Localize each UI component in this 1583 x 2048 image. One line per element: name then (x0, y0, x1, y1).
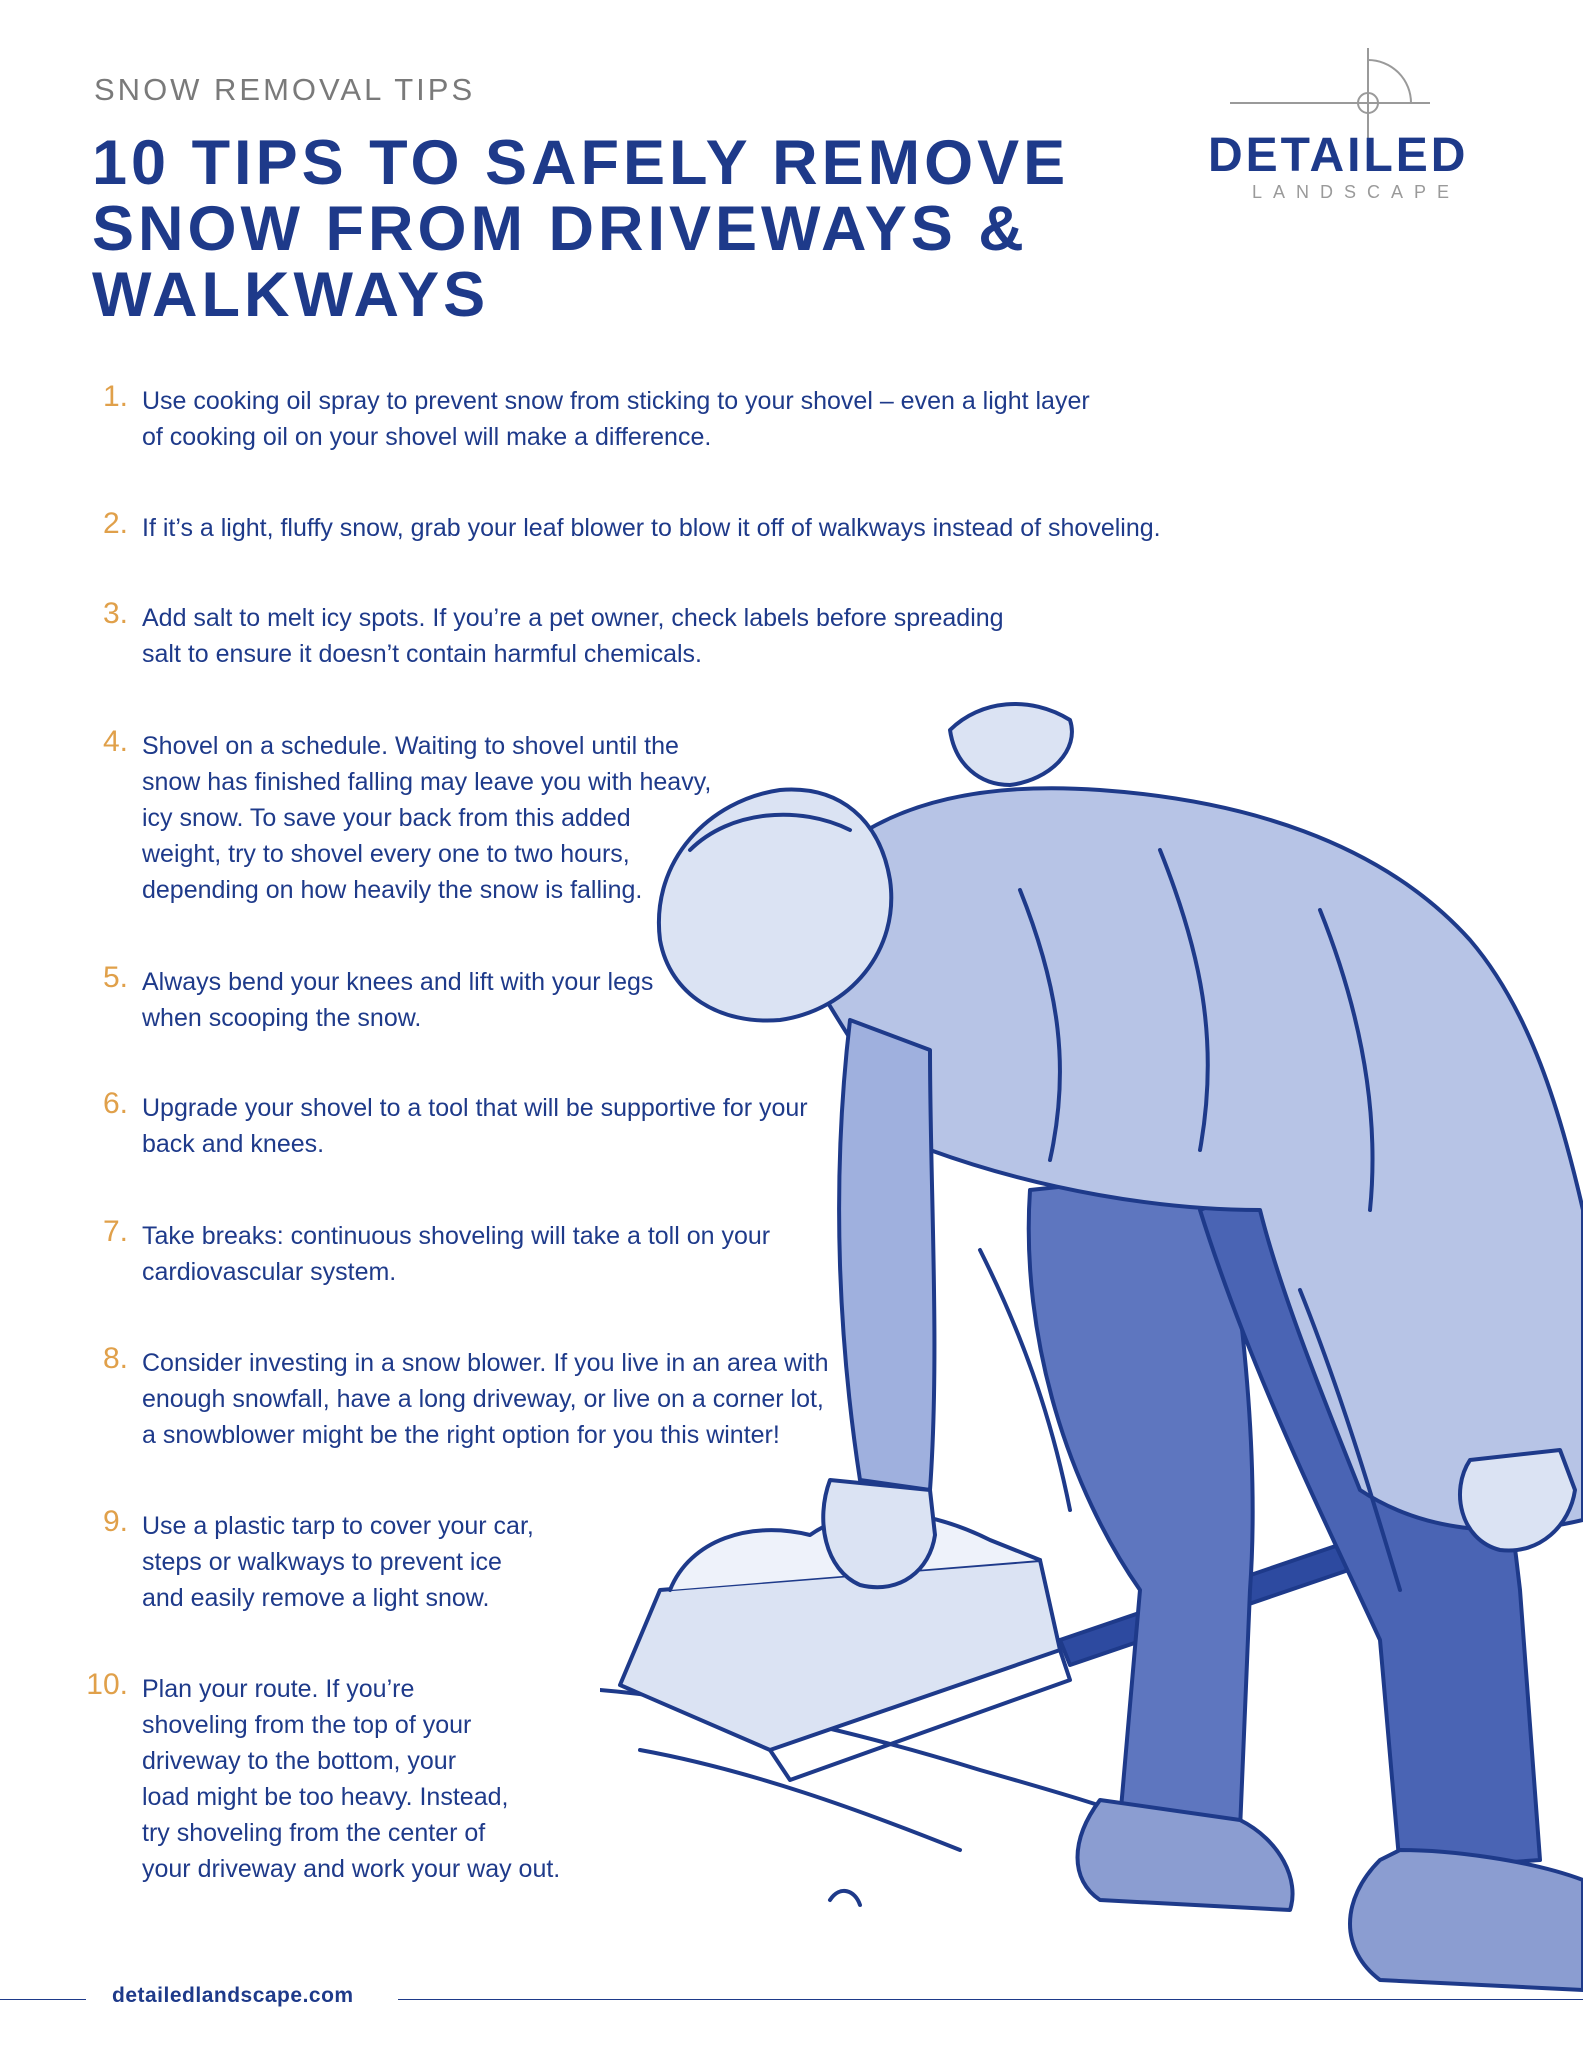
list-item (102, 380, 1090, 455)
tip-number: 8. (102, 1342, 128, 1375)
page-title: 10 TIPS TO SAFELY REMOVE SNOW FROM DRIVEWAYS & WALKWAYS (92, 128, 1070, 330)
company-logo (1200, 48, 1520, 208)
tip-number: 4. (102, 725, 128, 758)
list-item (102, 1505, 534, 1616)
list-item (86, 1668, 561, 1887)
tip-number: 3. (102, 597, 128, 630)
tip-number: 6. (102, 1087, 128, 1120)
list-item (102, 961, 654, 1036)
tip-number: 2. (102, 507, 128, 540)
tip-number: 1. (102, 380, 128, 413)
tip-number: 5. (102, 961, 128, 994)
tip-text: Use cooking oil spray to prevent snow from sticking to your shovel – even a light layer of cooking oil on your shovel will make a difference. (142, 387, 1090, 451)
tip-text: Plan your route. If you’re shoveling from the top of your driveway to the bottom, your load might be too heavy. Instead, try shoveling from the center of your driveway and work your way out. (142, 1675, 561, 1883)
tip-text: Upgrade your shovel to a tool that will be supportive for your back and knees. (142, 1094, 808, 1158)
footer-divider-right (398, 1999, 1583, 2000)
tip-text: If it’s a light, fluffy snow, grab your leaf blower to blow it off of walkways instead of shoveling. (142, 514, 1161, 542)
list-item (102, 507, 1161, 546)
eyebrow-heading: SNOW REMOVAL TIPS (94, 72, 476, 107)
tip-number: 10. (86, 1668, 128, 1701)
tip-text: Use a plastic tarp to cover your car, steps or walkways to prevent ice and easily remove a light snow. (142, 1512, 534, 1612)
logo-wordmark: DETAILED (1208, 129, 1469, 182)
footer-website-link[interactable]: detailedlandscape.com (112, 1984, 354, 2007)
tip-number: 7. (102, 1215, 128, 1248)
list-item (102, 597, 1004, 672)
tip-text: Shovel on a schedule. Waiting to shovel until the snow has finished falling may leave you with heavy, icy snow. To save your back from this added weight, try to shovel every one to two hours, depending on how heavily the snow is falling. (142, 732, 712, 904)
tip-text: Consider investing in a snow blower. If you live in an area with enough snowfall, have a long driveway, or live on a corner lot, a snowblower might be the right option for you this winter! (142, 1349, 829, 1449)
tip-text: Always bend your knees and lift with your legs when scooping the snow. (142, 968, 654, 1032)
tip-text: Add salt to melt icy spots. If you’re a pet owner, check labels before spreading salt to ensure it doesn’t contain harmful chemicals. (142, 604, 1004, 668)
tip-number: 9. (102, 1505, 128, 1538)
tip-text: Take breaks: continuous shoveling will take a toll on your cardiovascular system. (142, 1222, 771, 1286)
logo-subtitle: LANDSCAPE (1252, 182, 1461, 202)
footer-divider-left (0, 1999, 86, 2000)
snow-shoveling-illustration (600, 690, 1583, 2048)
